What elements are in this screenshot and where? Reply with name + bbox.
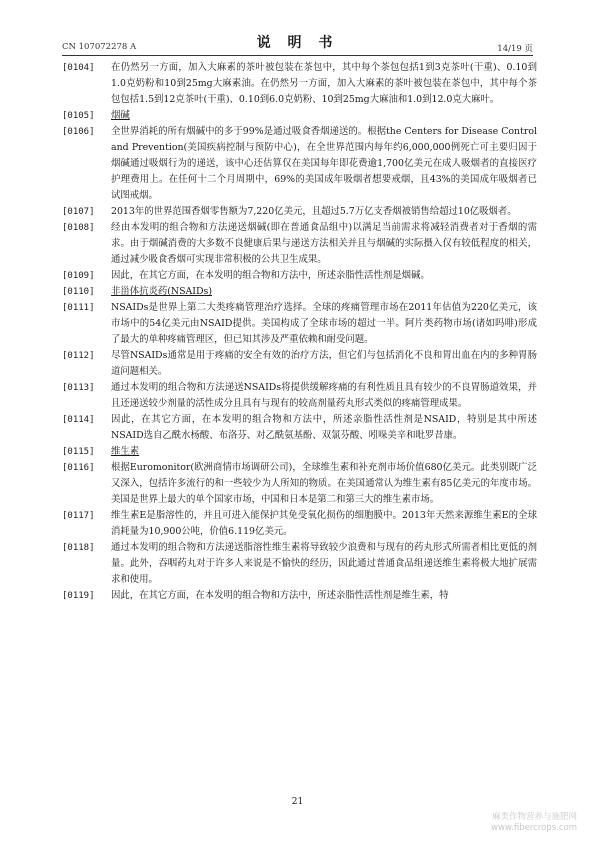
paragraph-number: [0104] — [62, 63, 95, 73]
paragraph-number: [0112] — [62, 351, 95, 361]
paragraph-number: [0113] — [62, 383, 95, 393]
paragraph-number: [0105] — [62, 111, 95, 121]
document-number: CN 107072278 A — [62, 42, 137, 52]
paragraph-number: [0110] — [62, 287, 95, 297]
document-title: 说 明 书 — [256, 35, 339, 51]
paragraph — [62, 460, 537, 508]
paragraph-text: 经由本发明的组合物和方法递送烟碱(即在普通食品组中)以满足当前需求将减轻消费者对于香烟的需求。由于烟碱消费的大多数不良健康后果与递送方法相关并且与烟碱的实际摄入仅有较低程度的相关，通过减少吸食香烟可实现非常积极的公共卫生成果。 — [111, 222, 537, 265]
paragraph-number: [0115] — [62, 447, 95, 457]
paragraph-text: 全世界消耗的所有烟碱中的多于99%是通过吸食香烟递送的。根据the Centers for Disease Control and Prevention(美国疾病控制与预防中心)，在全世界范围内每年约6,000,000例死亡可主要归因于烟碱通过吸烟行为的递送，该中心还估算仅在美国每年即花费逾1,700亿美元在成人吸烟者的直接医疗护理费用上。在任何十二个月周期中，69%的美国成年吸烟者想要戒烟，且43%的美国成年吸烟者已试图戒烟。 — [111, 126, 537, 201]
page-header — [62, 32, 533, 52]
paragraph-text: 通过本发明的组合物和方法递送脂溶性维生素将导致较少浪费和与现有的药丸形式所需者相比更低的剂量。此外，吞咽药丸对于许多人来说是不愉快的经历，因此通过普通食品组递送维生素将极大地扩展需求和使用。 — [111, 542, 537, 585]
section-heading — [62, 284, 537, 300]
paragraph — [62, 60, 537, 108]
watermark-line: www.fibercrops.com — [491, 823, 577, 833]
paragraph-text: 通过本发明的组合物和方法递送NSAIDs将提供缓解疼痛的有利性质且具有较少的不良胃肠道效果，并且还递送较少剂量的活性成分且具有与现有的较高剂量药丸形式类似的疼痛管理成果。 — [111, 382, 537, 409]
paragraph — [62, 412, 537, 444]
section-heading — [62, 108, 537, 124]
watermark-line: 麻类作物营养与施肥网 — [491, 812, 577, 822]
paragraph-number: [0118] — [62, 543, 95, 553]
paragraph — [62, 380, 537, 412]
paragraph-text: 根据Euromonitor(欧洲商情市场调研公司)，全球维生素和补充剂市场价值680亿美元。此类别既广泛又深入，包括许多流行的和一些较少为人所知的物质。在美国通常认为维生素有85亿美元的年度市场。美国是世界上最大的单个国家市场，中国和日本是第二和第三大的维生素市场。 — [111, 462, 537, 505]
paragraph-number: [0107] — [62, 207, 95, 217]
paragraph — [62, 348, 537, 380]
paragraph-text: 2013年的世界范围香烟零售额为7,220亿美元，且超过5.7万亿支香烟被销售给超过10亿吸烟者。 — [111, 206, 517, 217]
section-heading-text: 维生素 — [111, 446, 140, 457]
paragraph-text: 因此，在其它方面，在本发明的组合物和方法中，所述亲脂性活性剂是维生素，特 — [111, 590, 449, 601]
paragraph — [62, 220, 537, 268]
paragraph-number: [0119] — [62, 591, 95, 601]
paragraph — [62, 540, 537, 588]
page-number: 21 — [291, 797, 304, 807]
section-heading — [62, 444, 537, 460]
paragraph-number: [0109] — [62, 271, 95, 281]
paragraph-text: 因此，在其它方面，在本发明的组合物和方法中，所述亲脂性活性剂是烟碱。 — [111, 270, 430, 281]
section-heading-text: 烟碱 — [111, 110, 130, 121]
paragraph-number: [0116] — [62, 463, 95, 473]
header-divider — [62, 55, 533, 56]
section-heading-text: 非甾体抗炎药(NSAIDs) — [111, 286, 212, 297]
paragraph — [62, 508, 537, 540]
paragraph-number: [0114] — [62, 415, 95, 425]
paragraph-text: 在仍然另一方面，加入大麻素的茶叶被包装在茶包中，其中每个茶包包括1到3克茶叶(干重)、0.10到1.0克奶粉和10到25mg大麻素油。在仍然另一方面，加入大麻素的茶叶被包装在茶包中，其中每个茶包包括1.5到12克茶叶(干重)、0.10到6.0克奶粉、10到25mg大麻油和1.0到12.0克大麻叶。 — [111, 62, 537, 105]
document-body — [62, 60, 537, 604]
paragraph-number: [0117] — [62, 511, 95, 521]
paragraph-number: [0106] — [62, 127, 95, 137]
paragraph-text: 尽管NSAIDs通常是用于疼痛的安全有效的治疗方法，但它们与包括消化不良和胃出血在内的多种胃肠道问题相关。 — [111, 350, 537, 377]
paragraph — [62, 268, 537, 284]
paragraph-text: NSAIDs是世界上第二大类疼痛管理治疗选择。全球的疼痛管理市场在2011年估值为220亿美元，该市场中的54亿美元由NSAID提供。美国构成了全球市场的超过一半。阿片类药物市场(诸如吗啡)形成了最大的单种疼痛管理区，但已知其涉及严重依赖和耐受问题。 — [111, 302, 537, 345]
paragraph — [62, 588, 537, 604]
site-watermark — [491, 812, 577, 834]
paragraph-text: 因此，在其它方面，在本发明的组合物和方法中，所述亲脂性活性剂是NSAID，特别是其中所述NSAID选自乙酰水杨酸、布洛芬、对乙酰氨基酚、双氯芬酸、吲哚美辛和吡罗昔康。 — [111, 414, 537, 441]
page-of-total: 14/19 页 — [497, 44, 533, 54]
paragraph-number: [0111] — [62, 303, 95, 313]
paragraph-text: 维生素E是脂溶性的，并且可进入能保护其免受氧化损伤的细胞膜中。2013年天然来源维生素E的全球消耗量为10,900公吨，价值6.119亿美元。 — [111, 510, 537, 537]
paragraph — [62, 204, 537, 220]
paragraph — [62, 124, 537, 204]
paragraph — [62, 300, 537, 348]
paragraph-number: [0108] — [62, 223, 95, 233]
